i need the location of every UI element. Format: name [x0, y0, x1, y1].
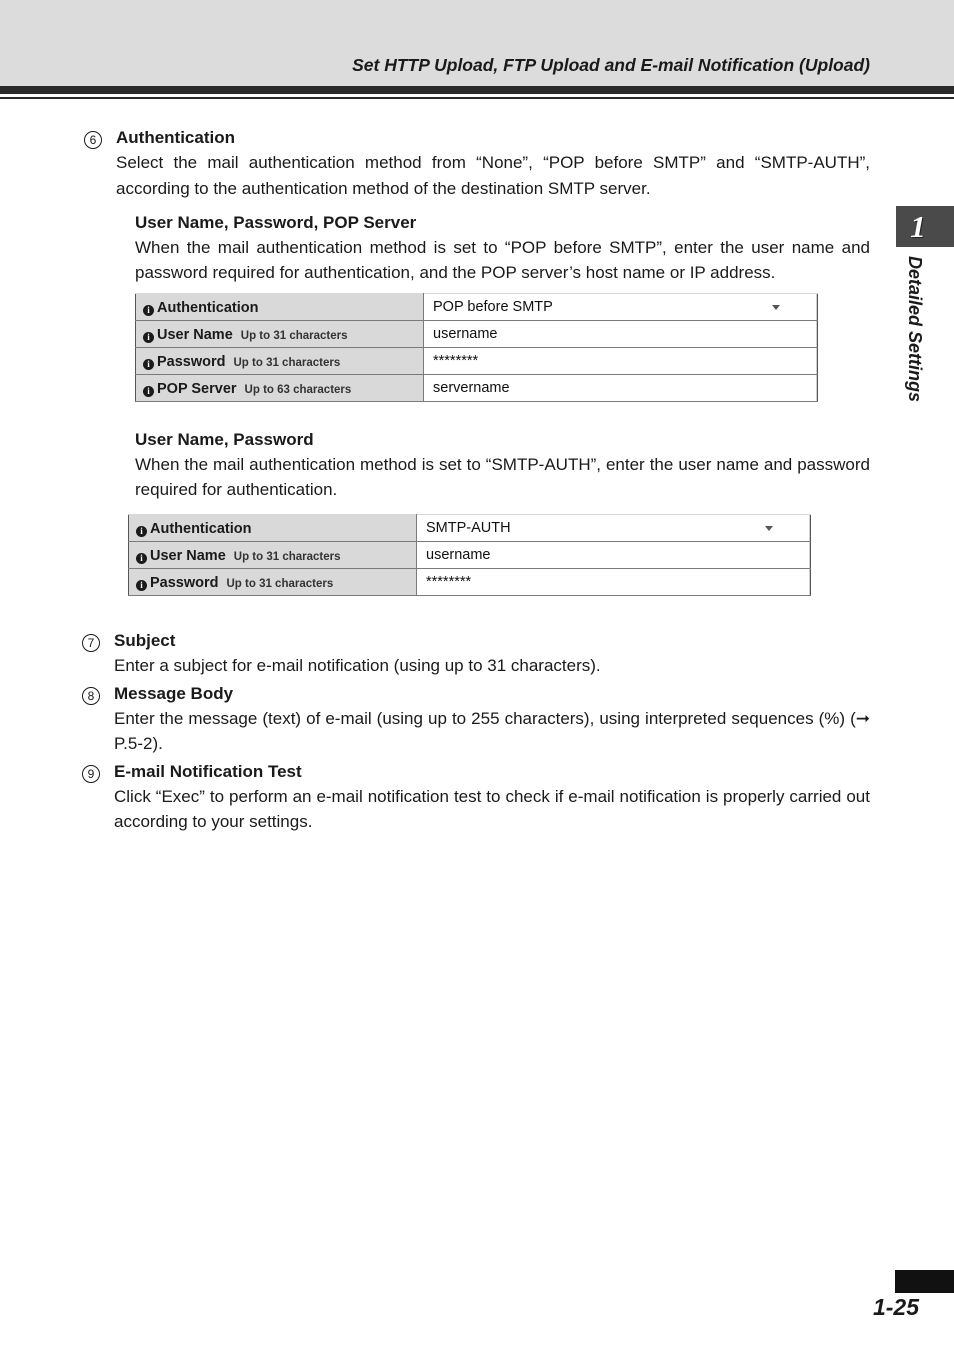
section-text-notification-test: Click “Exec” to perform an e-mail notification test to check if e-mail notification is properly carried out according to your settings.	[114, 787, 870, 831]
footer-block	[895, 1270, 954, 1293]
section-heading-notification-test: E-mail Notification Test	[114, 762, 302, 781]
item-marker-7: 7	[82, 632, 100, 652]
auth-method-select[interactable]: SMTP-AUTH	[417, 515, 811, 542]
form-label-cell: i Password Up to 31 characters	[136, 348, 424, 375]
info-icon: i	[136, 526, 147, 537]
section-text-message-body: Enter the message (text) of e-mail (using up to 255 characters), using interpreted sequences (%) (➞ P.5-2).	[114, 709, 870, 753]
page-header-title: Set HTTP Upload, FTP Upload and E-mail Notification (Upload)	[352, 55, 870, 75]
subheading-pop-before-smtp: User Name, Password, POP Server	[135, 213, 417, 232]
item-marker-6: 6	[84, 129, 102, 149]
chapter-number: 1	[910, 209, 926, 244]
chapter-tab	[896, 206, 954, 247]
chevron-down-icon[interactable]	[765, 526, 773, 531]
info-icon: i	[143, 305, 154, 316]
page-number: 1-25	[872, 1294, 919, 1320]
form-row-user-name	[136, 321, 818, 348]
subtext-pop-before-smtp: When the mail authentication method is set to “POP before SMTP”, enter the user name and password required for authentication, and the POP server’s host name or IP address.	[135, 238, 870, 282]
password-input[interactable]: ********	[417, 569, 811, 596]
info-icon: i	[143, 332, 154, 343]
form-row-password	[129, 569, 811, 596]
smtp-auth-form	[128, 514, 811, 596]
form-label-cell: i Password Up to 31 characters	[129, 569, 417, 596]
section-heading-message-body: Message Body	[114, 684, 234, 703]
auth-method-select[interactable]: POP before SMTP	[424, 294, 818, 321]
user-name-input[interactable]: username	[417, 542, 811, 569]
section-text-subject: Enter a subject for e-mail notification (using up to 31 characters).	[114, 656, 601, 675]
user-name-input[interactable]: username	[424, 321, 818, 348]
section-heading-subject: Subject	[114, 631, 176, 650]
info-icon: i	[136, 553, 147, 564]
password-input[interactable]: ********	[424, 348, 818, 375]
section-text-authentication: Select the mail authentication method from “None”, “POP before SMTP” and “SMTP-AUTH”, according to the authentication method of the destination SMTP server.	[116, 153, 870, 198]
info-icon: i	[136, 580, 147, 591]
pop-auth-form	[135, 293, 818, 402]
form-row-authentication	[129, 515, 811, 542]
info-icon: i	[143, 386, 154, 397]
form-row-password	[136, 348, 818, 375]
section-heading-authentication: Authentication	[116, 128, 235, 147]
item-marker-9: 9	[82, 763, 100, 783]
form-label-cell: i Authentication	[129, 515, 417, 542]
pop-server-input[interactable]: servername	[424, 375, 818, 402]
header-rule-thick	[0, 86, 954, 94]
chevron-down-icon[interactable]	[772, 305, 780, 310]
form-label-cell: i User Name Up to 31 characters	[129, 542, 417, 569]
subheading-smtp-auth: User Name, Password	[135, 430, 314, 449]
form-label-cell: i User Name Up to 31 characters	[136, 321, 424, 348]
form-row-user-name	[129, 542, 811, 569]
item-marker-8: 8	[82, 685, 100, 705]
chapter-label: Detailed Settings	[905, 256, 925, 403]
info-icon: i	[143, 359, 154, 370]
form-row-pop-server	[136, 375, 818, 402]
form-label-cell: i Authentication	[136, 294, 424, 321]
subtext-smtp-auth: When the mail authentication method is set to “SMTP-AUTH”, enter the user name and password required for authentication.	[135, 455, 870, 499]
header-rule-thin	[0, 97, 954, 99]
form-row-authentication	[136, 294, 818, 321]
form-label-cell: i POP Server Up to 63 characters	[136, 375, 424, 402]
